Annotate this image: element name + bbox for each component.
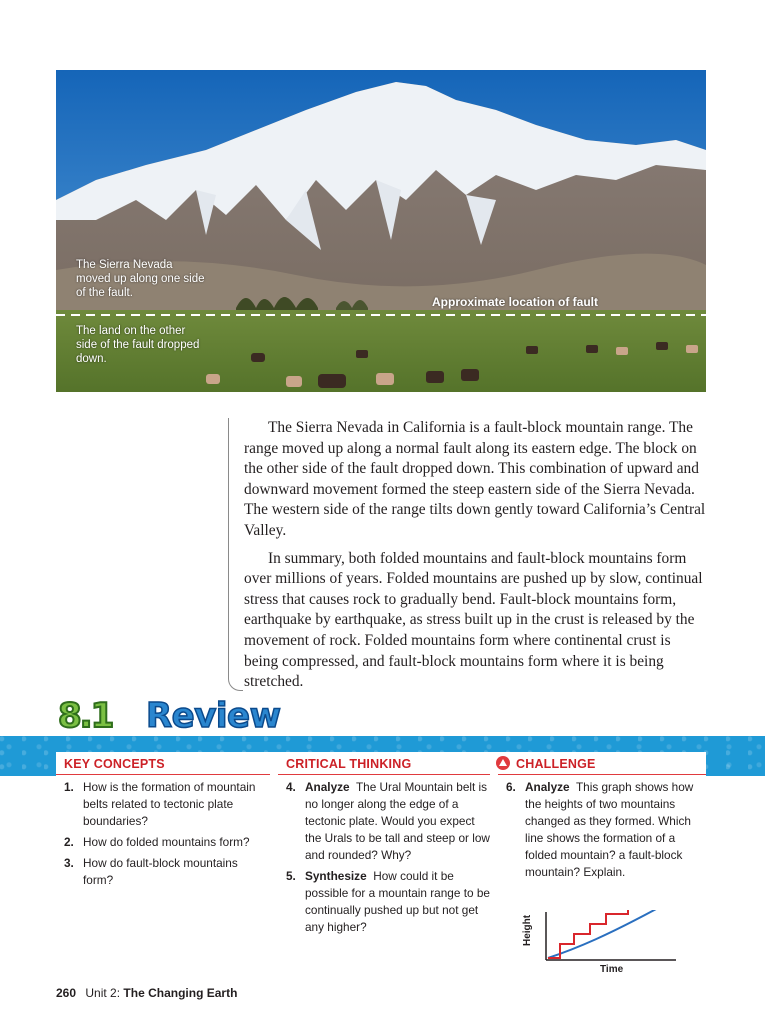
question-body bbox=[278, 779, 490, 864]
question-text: This graph shows how the heights of two mountains changed as they formed. Which line shows the formation of a folded mountain? a fault-block mountain? Explain. bbox=[525, 780, 694, 879]
smooth-line bbox=[548, 910, 658, 958]
question-text: How is the formation of mountain belts related to tectonic plate boundaries? bbox=[83, 780, 256, 828]
question-item bbox=[498, 779, 706, 881]
question-lead: Analyze bbox=[305, 780, 350, 794]
page-footer bbox=[56, 986, 237, 1000]
question-text: The Ural Mountain belt is no longer along the edge of a tectonic plate. Would you expect the Urals to be tall and steep or low and rounded? Why? bbox=[305, 780, 490, 862]
question-lead: Synthesize bbox=[305, 869, 367, 883]
key-concepts-column bbox=[56, 752, 270, 889]
question-item bbox=[56, 855, 270, 889]
question-number: 4. bbox=[286, 780, 296, 794]
question-text: How do fault-block mountains form? bbox=[83, 856, 238, 887]
challenge-column bbox=[498, 752, 706, 881]
caption-upthrown-block: The Sierra Nevada moved up along one side of the fault. bbox=[76, 259, 205, 299]
caption-fault-location: Approximate location of fault bbox=[432, 295, 599, 309]
question-body bbox=[278, 868, 490, 936]
question-text: How could it be possible for a mountain range to be continually pushed up but not get any higher? bbox=[305, 869, 490, 934]
question-item bbox=[56, 834, 270, 851]
column-heading-label: CHALLENGE bbox=[516, 757, 596, 771]
column-heading: KEY CONCEPTS bbox=[56, 752, 270, 775]
question-text: How do folded mountains form? bbox=[83, 835, 250, 849]
section-number: 8.1 bbox=[58, 696, 113, 736]
article-body bbox=[244, 418, 706, 700]
column-heading: CRITICAL THINKING bbox=[278, 752, 490, 775]
caption-downdropped-block: The land on the other side of the fault dropped down. bbox=[76, 325, 200, 365]
page-number: 260 bbox=[56, 986, 77, 1000]
paragraph: In summary, both folded mountains and fault-block mountains form over millions of years. Folded mountains are pushed up by slow, continual stress that causes rock to gradually bend. Fault-block mountains form, earthquake by earthquake, as stress built up in the crust is released by the movement of rock. Folded mountains form where continental crust is being compressed, and fault-block mountains form where it is being stretched. bbox=[244, 549, 703, 691]
critical-thinking-column bbox=[278, 752, 490, 936]
question-number: 2. bbox=[64, 835, 74, 849]
question-lead: Analyze bbox=[525, 780, 570, 794]
question-number: 3. bbox=[64, 856, 74, 870]
review-title: Review bbox=[146, 696, 281, 736]
sierra-nevada-photo bbox=[56, 70, 706, 392]
question-body bbox=[498, 779, 706, 881]
question-number: 1. bbox=[64, 780, 74, 794]
challenge-triangle-icon bbox=[496, 756, 510, 770]
question-number: 6. bbox=[506, 780, 516, 794]
question-item bbox=[56, 779, 270, 830]
paragraph: The Sierra Nevada in California is a fault-block mountain range. The range moved up along a normal fault along its eastern edge. The block on the other side of the fault dropped down. This combination of upward and downward movement formed the steep eastern side of the Sierra Nevada. The western side of the range tilts down gently toward California’s Central Valley. bbox=[244, 419, 706, 539]
question-item bbox=[278, 779, 490, 864]
unit-label: Unit 2: bbox=[85, 986, 121, 1000]
graph-x-label: Time bbox=[600, 964, 624, 975]
text-bracket-rule bbox=[228, 418, 243, 691]
graph-y-label: Height bbox=[522, 914, 533, 946]
column-heading bbox=[498, 752, 706, 775]
question-item bbox=[278, 868, 490, 936]
book-title: The Changing Earth bbox=[123, 986, 238, 1000]
question-number: 5. bbox=[286, 869, 296, 883]
